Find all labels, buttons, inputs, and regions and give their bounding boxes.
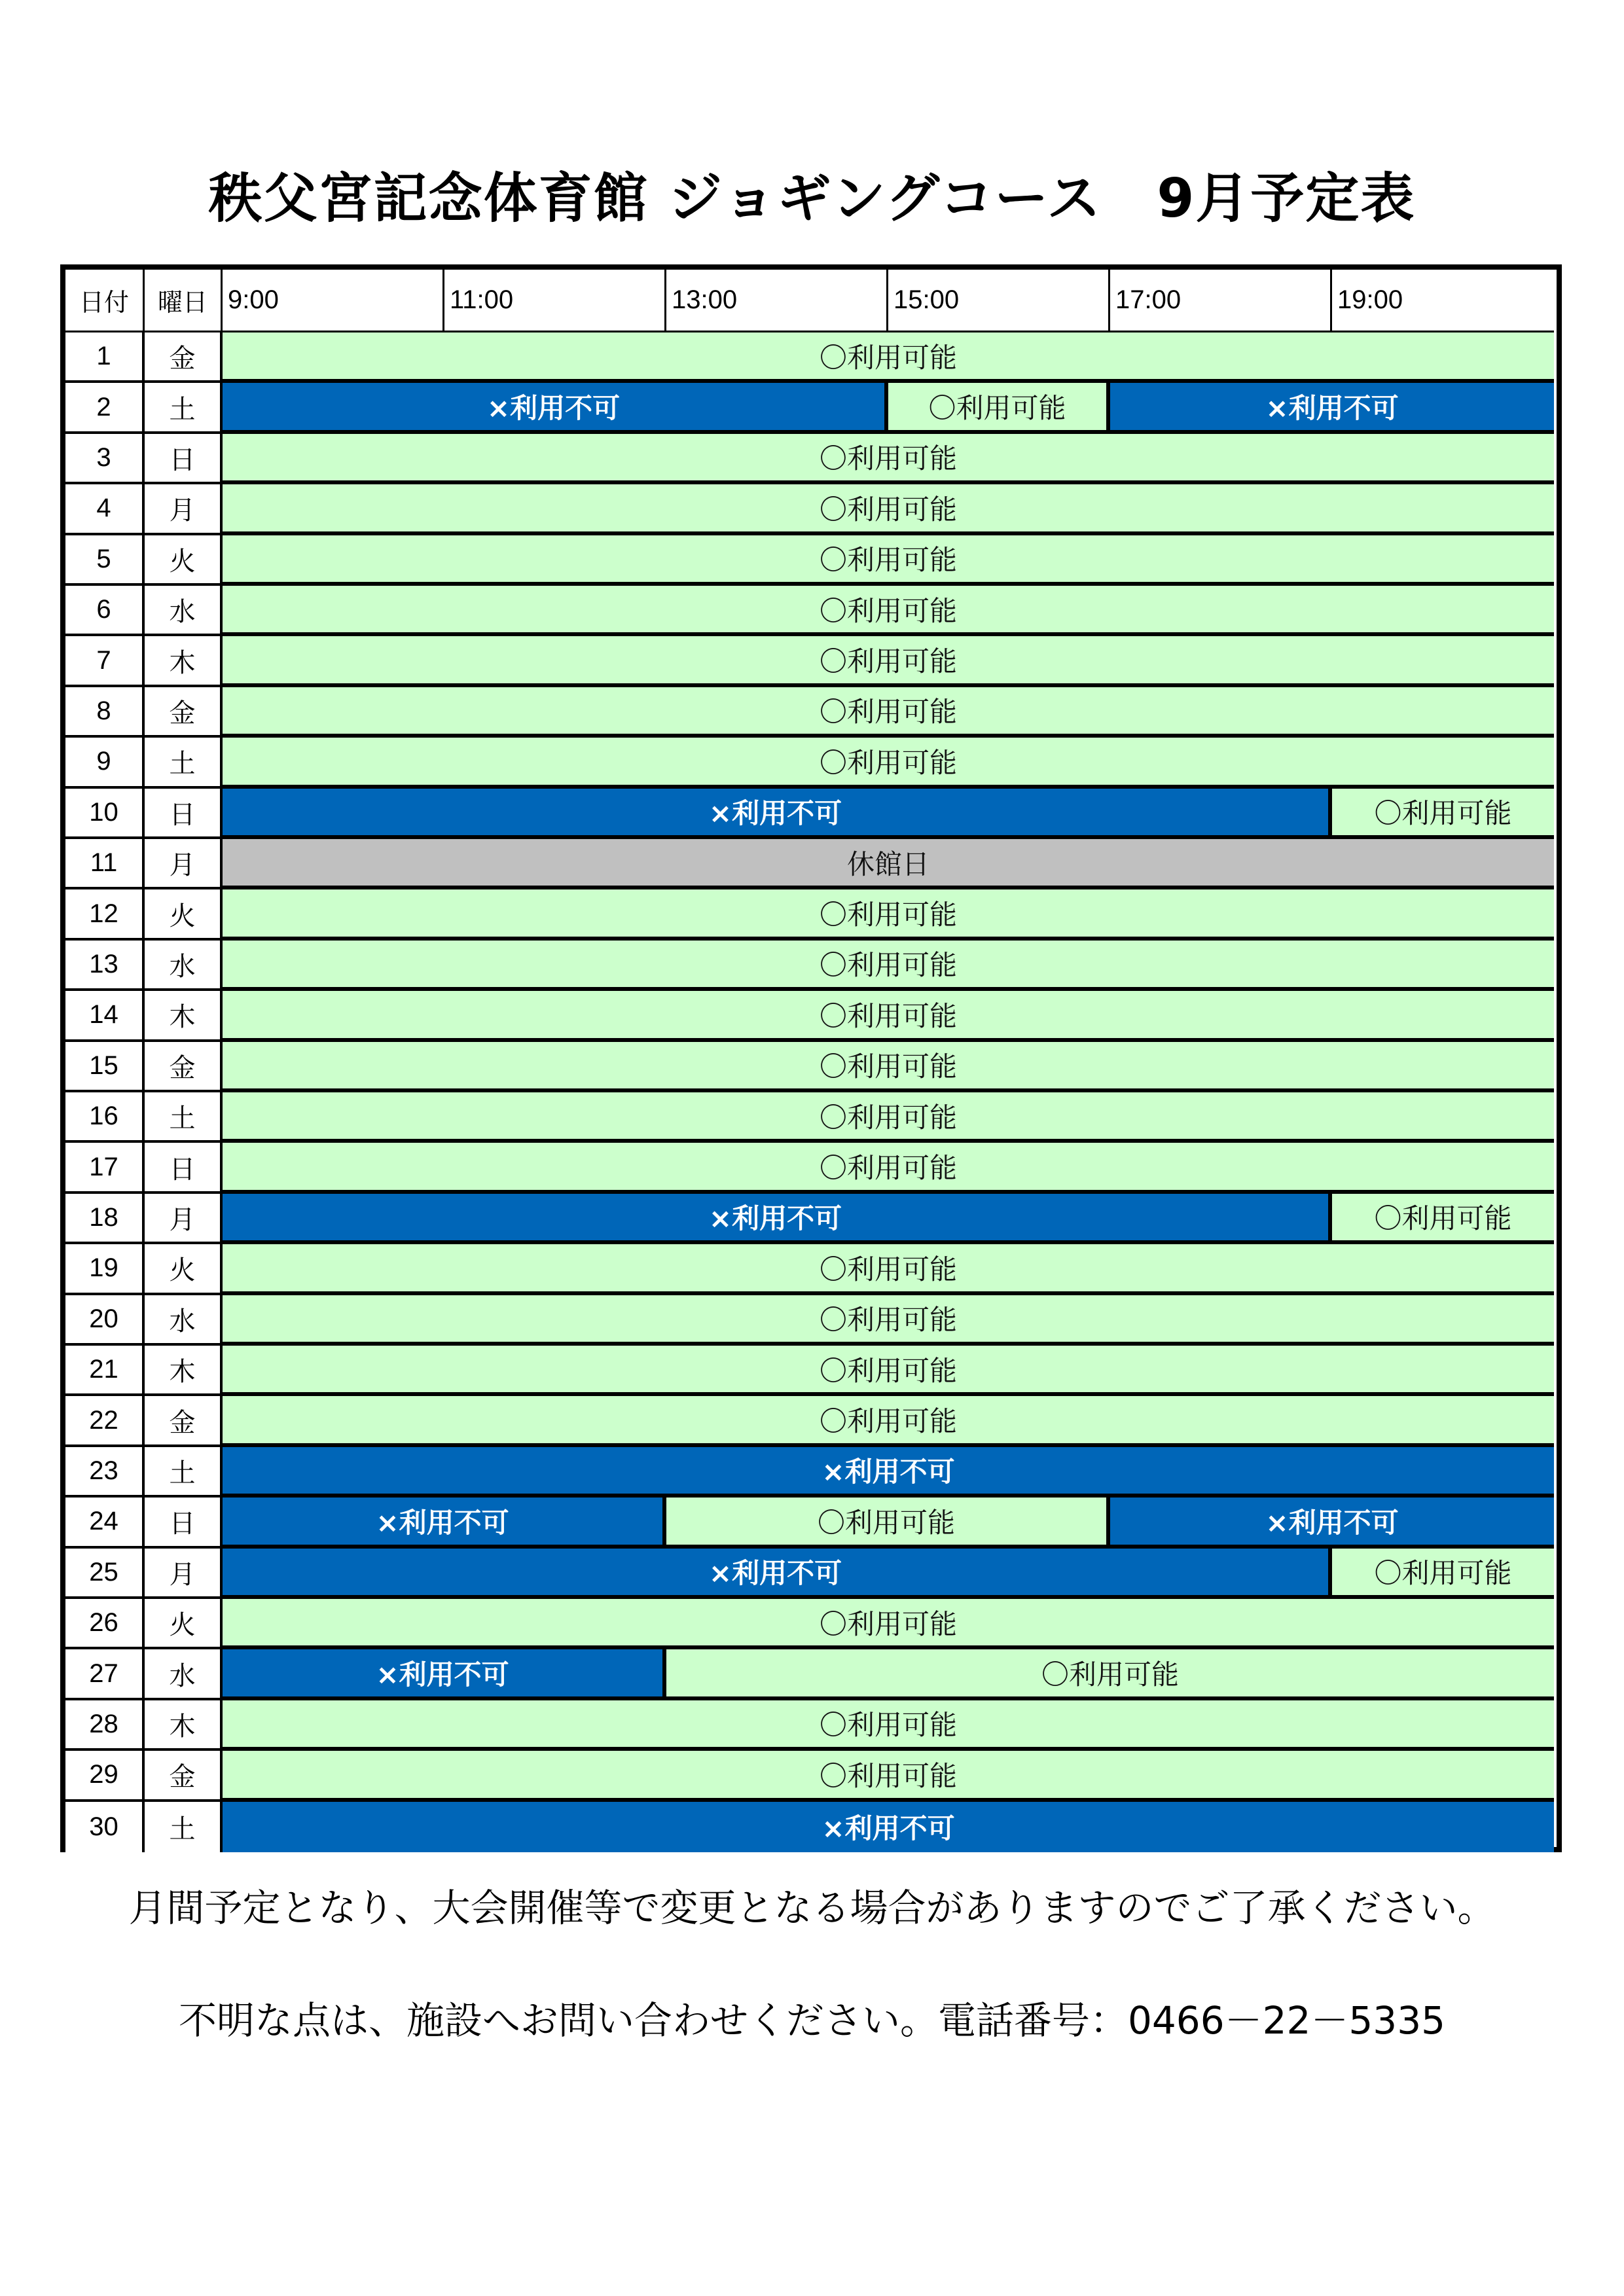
slot-available: 〇利用可能 — [223, 1700, 1554, 1751]
header-date: 日付 — [65, 270, 145, 332]
slot-available: 〇利用可能 — [666, 1498, 1110, 1548]
row-date: 17 — [65, 1143, 145, 1193]
slot-available: 〇利用可能 — [223, 1042, 1554, 1092]
slot-unavailable: ×利用不可 — [223, 1498, 666, 1548]
slot-available: 〇利用可能 — [1332, 1194, 1554, 1244]
page-title: 秩父宮記念体育館 ジョギングコース 9月予定表 — [208, 168, 1416, 230]
slot-available: 〇利用可能 — [223, 1092, 1554, 1143]
slot-unavailable: ×利用不可 — [223, 1194, 1332, 1244]
slot-available: 〇利用可能 — [223, 1244, 1554, 1295]
row-date: 28 — [65, 1700, 145, 1751]
row-date: 24 — [65, 1498, 145, 1548]
header-time-slot: 17:00 — [1110, 270, 1332, 332]
row-date: 5 — [65, 535, 145, 586]
row-weekday: 金 — [145, 1751, 223, 1801]
row-weekday: 日 — [145, 789, 223, 839]
row-date: 4 — [65, 484, 145, 535]
header-time-slot: 19:00 — [1332, 270, 1554, 332]
row-weekday: 火 — [145, 535, 223, 586]
slot-closed: 休館日 — [223, 839, 1554, 889]
row-date: 2 — [65, 383, 145, 433]
header-weekday: 曜日 — [145, 270, 223, 332]
row-date: 20 — [65, 1295, 145, 1346]
slot-available: 〇利用可能 — [223, 991, 1554, 1041]
row-weekday: 金 — [145, 332, 223, 383]
row-weekday: 月 — [145, 1194, 223, 1244]
row-date: 10 — [65, 789, 145, 839]
slot-available: 〇利用可能 — [223, 1346, 1554, 1396]
slot-available: 〇利用可能 — [1332, 789, 1554, 839]
row-date: 11 — [65, 839, 145, 889]
row-weekday: 水 — [145, 1295, 223, 1346]
notice-schedule-change: 月間予定となり、大会開催等で変更となる場合がありますのでご了承ください。 — [128, 1886, 1496, 1930]
slot-available: 〇利用可能 — [888, 383, 1110, 433]
row-weekday: 火 — [145, 889, 223, 940]
row-date: 21 — [65, 1346, 145, 1396]
row-date: 6 — [65, 586, 145, 636]
row-date: 7 — [65, 636, 145, 687]
row-date: 16 — [65, 1092, 145, 1143]
row-weekday: 土 — [145, 738, 223, 788]
row-date: 25 — [65, 1549, 145, 1599]
header-time-slot: 9:00 — [223, 270, 444, 332]
header-time-slot: 13:00 — [666, 270, 888, 332]
row-weekday: 金 — [145, 1396, 223, 1446]
slot-unavailable: ×利用不可 — [223, 383, 888, 433]
row-weekday: 月 — [145, 839, 223, 889]
row-date: 18 — [65, 1194, 145, 1244]
row-weekday: 土 — [145, 1447, 223, 1498]
row-weekday: 月 — [145, 484, 223, 535]
slot-unavailable: ×利用不可 — [223, 1802, 1554, 1852]
slot-available: 〇利用可能 — [223, 484, 1554, 535]
slot-available: 〇利用可能 — [223, 586, 1554, 636]
slot-available: 〇利用可能 — [223, 889, 1554, 940]
slot-available: 〇利用可能 — [223, 332, 1554, 383]
row-weekday: 日 — [145, 1498, 223, 1548]
row-weekday: 日 — [145, 434, 223, 484]
slot-unavailable: ×利用不可 — [1110, 383, 1554, 433]
row-date: 13 — [65, 941, 145, 991]
row-weekday: 土 — [145, 1092, 223, 1143]
row-date: 26 — [65, 1599, 145, 1649]
row-date: 1 — [65, 332, 145, 383]
slot-available: 〇利用可能 — [223, 941, 1554, 991]
header-time-slot: 15:00 — [888, 270, 1110, 332]
row-weekday: 木 — [145, 991, 223, 1041]
slot-unavailable: ×利用不可 — [223, 1549, 1332, 1599]
slot-available: 〇利用可能 — [666, 1649, 1554, 1700]
row-weekday: 日 — [145, 1143, 223, 1193]
slot-available: 〇利用可能 — [223, 1295, 1554, 1346]
row-date: 15 — [65, 1042, 145, 1092]
row-date: 3 — [65, 434, 145, 484]
row-weekday: 火 — [145, 1599, 223, 1649]
row-date: 9 — [65, 738, 145, 788]
slot-available: 〇利用可能 — [223, 434, 1554, 484]
row-weekday: 土 — [145, 1802, 223, 1852]
header-time-slot: 11:00 — [444, 270, 666, 332]
slot-available: 〇利用可能 — [223, 738, 1554, 788]
row-date: 23 — [65, 1447, 145, 1498]
row-date: 29 — [65, 1751, 145, 1801]
row-date: 27 — [65, 1649, 145, 1700]
row-weekday: 月 — [145, 1549, 223, 1599]
schedule-table — [60, 264, 1562, 1852]
row-date: 19 — [65, 1244, 145, 1295]
slot-unavailable: ×利用不可 — [223, 789, 1332, 839]
slot-available: 〇利用可能 — [223, 1143, 1554, 1193]
row-weekday: 水 — [145, 941, 223, 991]
slot-unavailable: ×利用不可 — [223, 1649, 666, 1700]
slot-available: 〇利用可能 — [223, 1751, 1554, 1801]
row-date: 12 — [65, 889, 145, 940]
slot-available: 〇利用可能 — [223, 636, 1554, 687]
row-weekday: 金 — [145, 687, 223, 738]
row-weekday: 水 — [145, 586, 223, 636]
slot-unavailable: ×利用不可 — [223, 1447, 1554, 1498]
slot-available: 〇利用可能 — [223, 535, 1554, 586]
row-weekday: 木 — [145, 636, 223, 687]
slot-unavailable: ×利用不可 — [1110, 1498, 1554, 1548]
row-date: 14 — [65, 991, 145, 1041]
row-weekday: 水 — [145, 1649, 223, 1700]
row-weekday: 金 — [145, 1042, 223, 1092]
row-weekday: 火 — [145, 1244, 223, 1295]
slot-available: 〇利用可能 — [223, 687, 1554, 738]
row-date: 30 — [65, 1802, 145, 1852]
slot-available: 〇利用可能 — [1332, 1549, 1554, 1599]
row-date: 22 — [65, 1396, 145, 1446]
notice-contact: 不明な点は、施設へお問い合わせください。電話番号：0466－22－5335 — [178, 1998, 1446, 2043]
row-weekday: 土 — [145, 383, 223, 433]
slot-available: 〇利用可能 — [223, 1599, 1554, 1649]
row-weekday: 木 — [145, 1346, 223, 1396]
row-date: 8 — [65, 687, 145, 738]
row-weekday: 木 — [145, 1700, 223, 1751]
slot-available: 〇利用可能 — [223, 1396, 1554, 1446]
